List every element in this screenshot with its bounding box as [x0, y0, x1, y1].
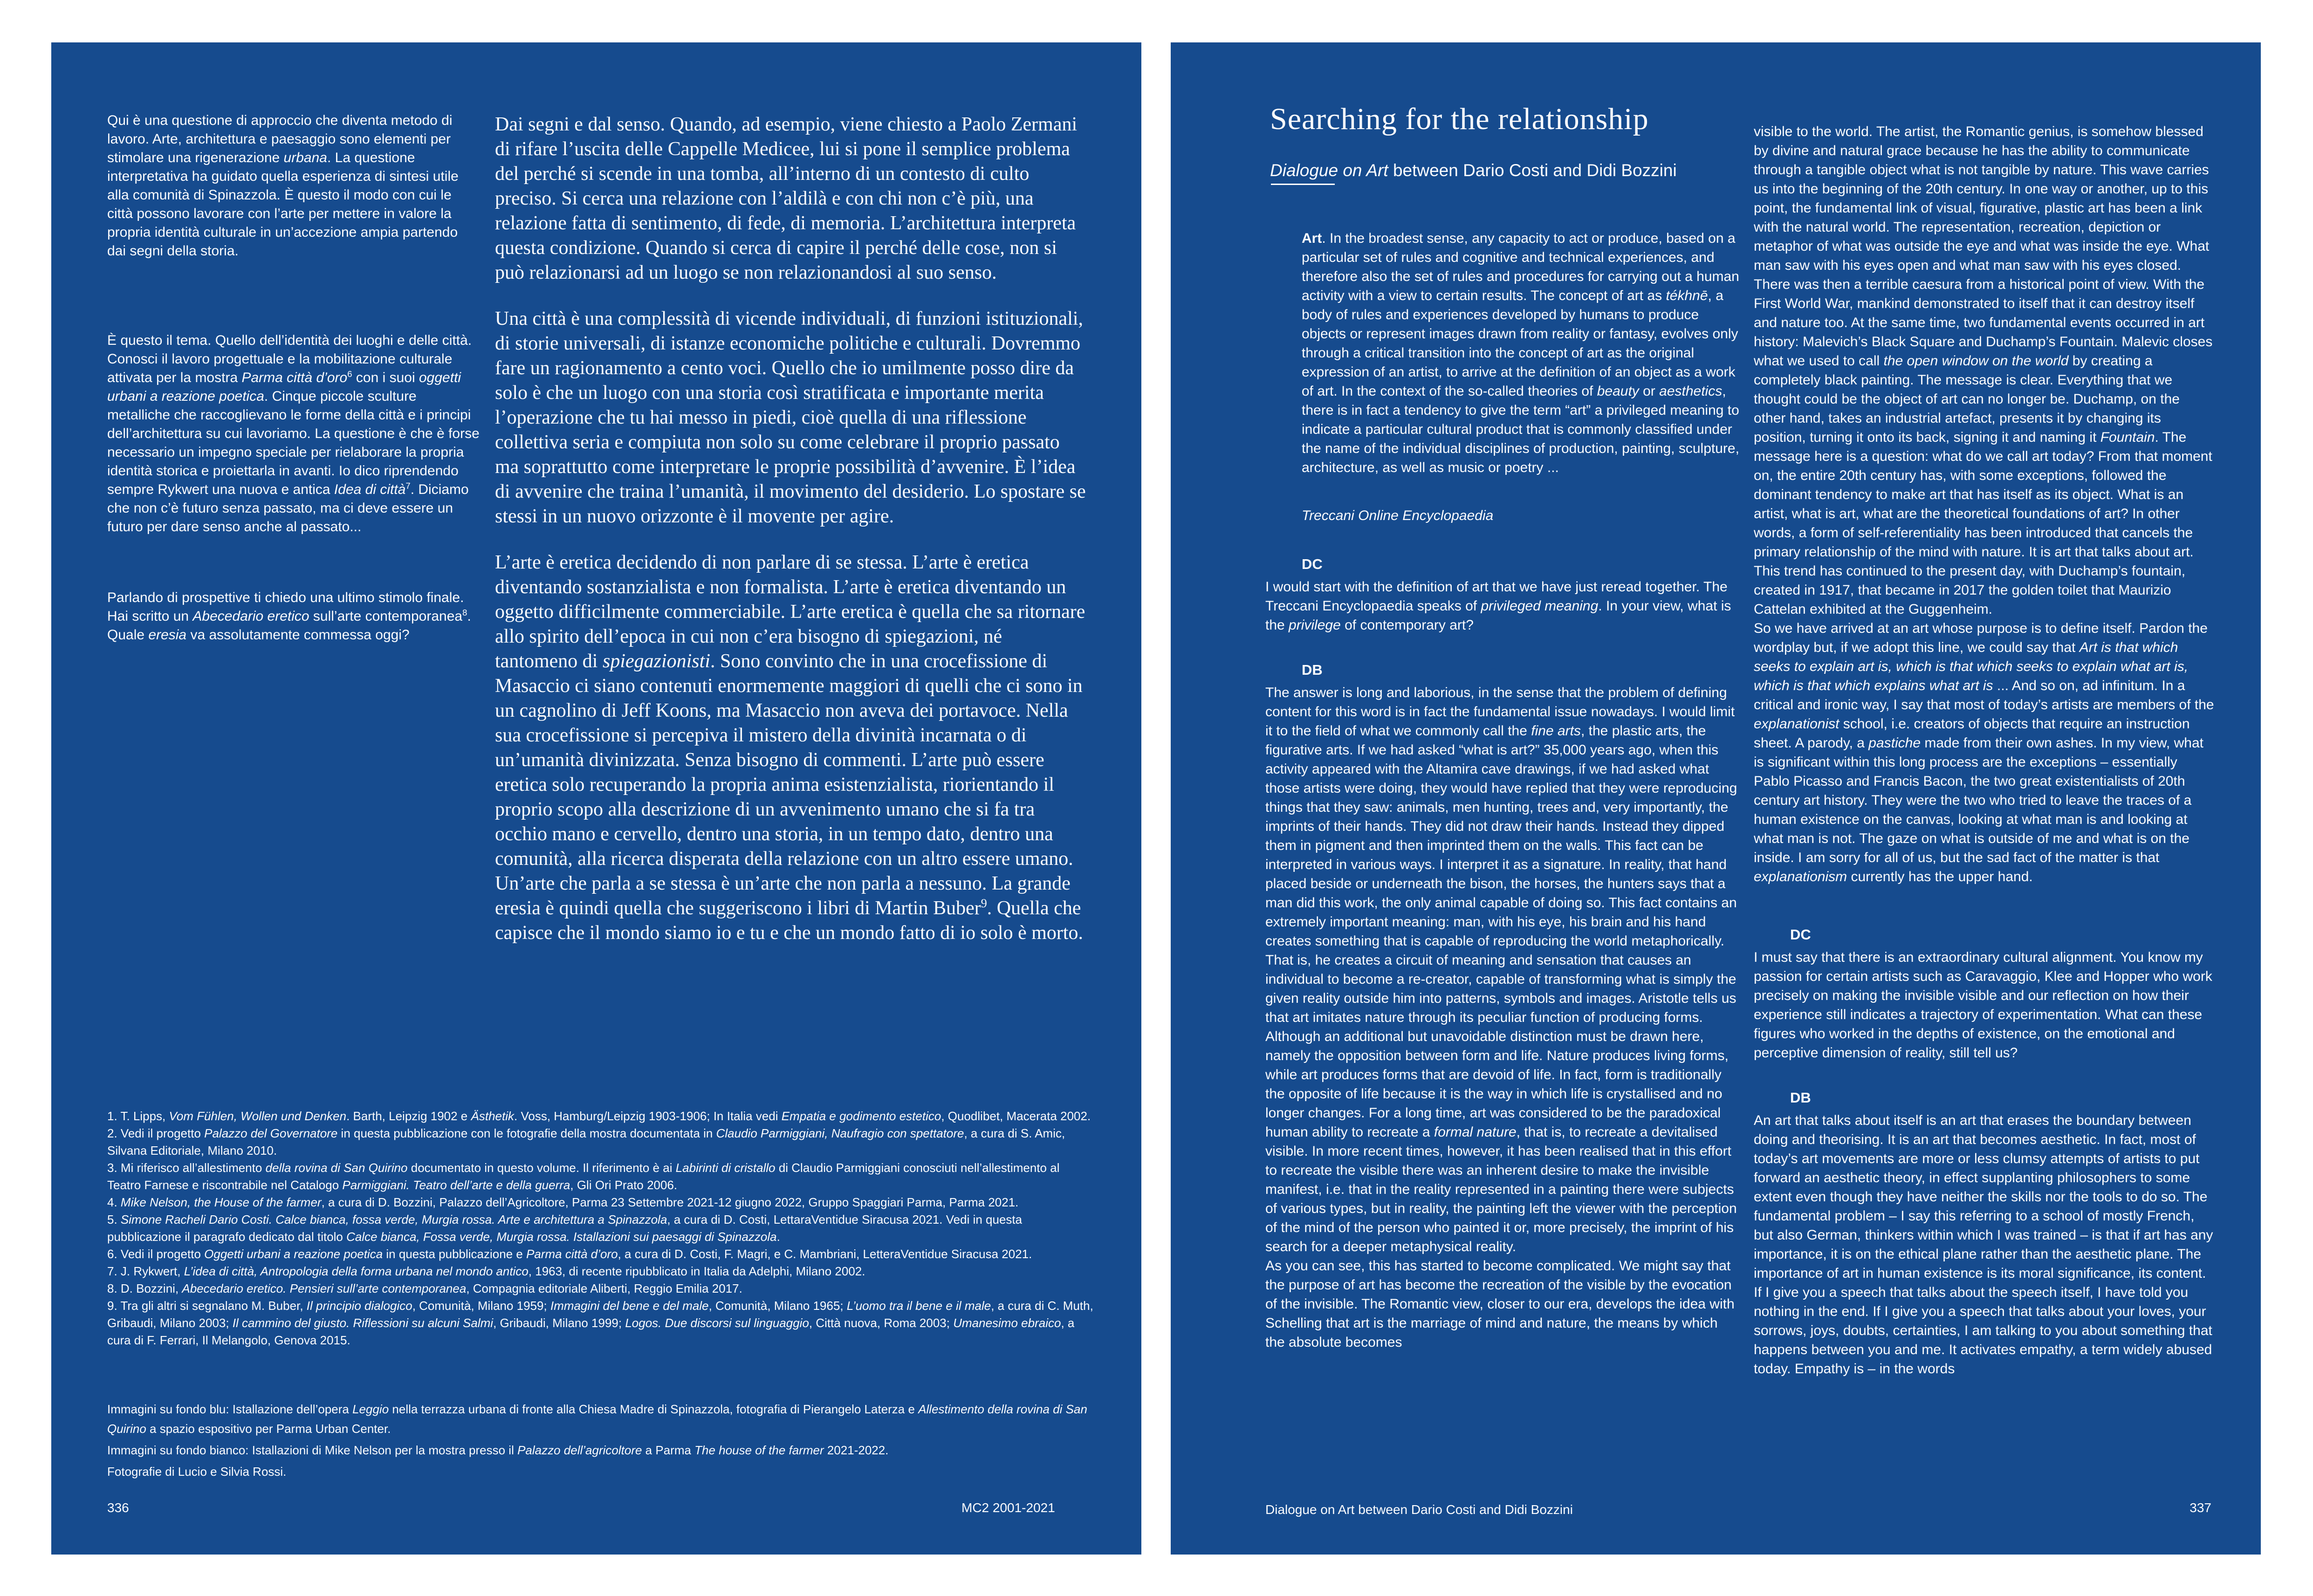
interviewer-questions-column: [107, 111, 480, 644]
quote-body-text: . In the broadest sense, any capacity to act or produce, based on a particular set of rules and cognitive and technical experiences, and therefore also the set of rules and procedures for carrying out a human activity with a view to certain results. The concept of art as tékhnē, a body of rules and experiences developed by humans to produce objects or represent images drawn from reality or fantasy, evolves only through a critical transition into the concept of art as the original expression of an artist, to arrive at the definition of an object as a work of art. In the context of the so-called theories of beauty or aesthetics, there is in fact a tendency to give the term “art” a privileged meaning to indicate a particular cultural product that is commonly classified under the name of the individual disciplines of production, painting, sculpture, architecture, as well as music or poetry ...: [1302, 231, 1739, 475]
footnote: 6. Vedi il progetto Oggetti urbani a reazione poetica in questa pubblicazione e Parma città d’oro, a cura di D. Costi, F. Magri, e C. Mambriani, LetteraVentidue Siracusa 2021.: [107, 1247, 1032, 1261]
footnotes-block: [107, 1108, 1095, 1349]
dialogue-paragraph: visible to the world. The artist, the Romantic genius, is somehow blessed by divine and natural grace because he has the ability to communicate through a tangible object what is not tangible by nature. This wave carries us into the beginning of the 20th century. In one way or another, up to this point, the fundamental link of visual, figurative, plastic art has been a link with the natural world. The representation, recreation, depiction or metaphor of what was outside the eye and what was inside the eye. What man saw with his eyes open and what man saw with his eyes closed. There was then a terrible caesura from a historical point of view. With the First World War, mankind demonstrated to itself that it can destroy itself and nature too. At the same time, two fundamental events occurred in art history: Malevich’s Black Square and Duchamp’s Fountain. Malevic closes what we used to call the open window on the world by creating a completely black painting. The message is clear. Everything that we thought could be the object of art can no longer be. Duchamp, on the other hand, takes an industrial artefact, presents it by changing its position, turning it onto its back, signing it and naming it Fountain. The message here is a question: what do we call art today? From that moment on, the entire 20th century has, with some exceptions, followed the dominant tendency to make art that has itself as its object. What is an artist, what is art, what are the theoretical foundations of art? In other words, a form of self-referentiality has been introduced that cancels the primary relationship of the mind with nature. It is art that talks about art. This trend has continued to the present day, with Duchamp’s fountain, created in 1917, that became in 2017 the golden toilet that Maurizio Cattelan exhibited at the Guggenheim.: [1754, 124, 2213, 617]
caption: Immagini su fondo blu: Istallazione dell’opera Leggio nella terrazza urbana di fronte alla Chiesa Madre di Spinazzola, fotografia di Pierangelo Laterza e Allestimento della rovina di San Quirino a spazio espositivo per Parma Urban Center.: [107, 1402, 1087, 1436]
dialogue-paragraph: So we have arrived at an art whose purpose is to define itself. Pardon the wordplay but, if we adopt this line, we could say that Art is that which seeks to explain art is, which is that which seeks to explain what art is, which is that which explains what art is ... And so on, ad infinitum. In a critical and ironic way, I say that most of today’s artists are members of the explanationist school, i.e. creators of objects that require an instruction sheet. A parody, a pastiche made from their own ashes. In my view, what is significant within this long process are the exceptions – essentially Pablo Picasso and Francis Bacon, the two great existentialists of 20th century art history. They were the two who tried to leave the traces of a human existence on the canvas, looking at what man is and looking at what man is not. The gaze on what is outside of me and what is on the inside. I am sorry for all of us, but the sad fact of the matter is that explanationism currently has the upper hand.: [1754, 621, 2214, 884]
dialogue-paragraph: As you can see, this has started to become complicated. We might say that the purpose of art has become the recreation of the visible by the evocation of the invisible. The Romantic view, closer to our era, develops the idea with Schelling that art is the marriage of mind and nature, the means by which the absolute becomes: [1265, 1258, 1735, 1350]
page-number-left: 336: [107, 1500, 129, 1515]
speaker-label-db: DB: [1302, 662, 1323, 678]
image-captions-block: [107, 1399, 1095, 1481]
quote-lead-word: Art: [1302, 231, 1322, 246]
answer-paragraph: Dai segni e dal senso. Quando, ad esempio, viene chiesto a Paolo Zermani di rifare l’uscita delle Cappelle Medicee, lui si pone il semplice problema del perché si scende in una tomba, all’interno di un contesto di culto preciso. Si cerca una relazione con l’aldilà e con chi non c’è più, una relazione fatta di sentimento, di fede, di memoria. L’architettura interpreta questa condizione. Quando si cerca di capire il perché delle cose, non si può relazionarsi ad un luogo se non relazionandosi al suo senso.: [495, 114, 1078, 283]
dialogue-paragraph: An art that talks about itself is an art that erases the boundary between doing and theorising. It is an art that becomes aesthetic. In fact, most of today’s art movements are more or less clumsy attempts of artists to put forward an aesthetic theory, in effect supplanting philosophers to some extent even though they have neither the skills nor the tools to do so. The fundamental problem – I say this referring to a school of mostly French, but also German, thinkers within which I was trained – is that if art has any importance, it is on the ethical plane rather than the aesthetic plane. The importance of art in human existence is its moral significance, its content. If I give you a speech that talks about the speech itself, I have told you nothing in the end. If I give you a speech that talks about your loves, your sorrows, joys, doubts, certainties, I am talking to you about something that happens between you and me. It activates empathy, a term widely abused today. Empathy is – in the words: [1754, 1113, 2213, 1377]
answer-paragraph: L’arte è eretica decidendo di non parlare di se stessa. L’arte è eretica diventando sostanzialista e non formalista. L’arte è eretica diventando un oggetto difficilmente commerciabile. L’arte eretica è quella che sa ritornare allo spirito dell’epoca in cui non c’era bisogno di spiegazioni, né tantomeno di spiegazionisti. Sono convinto che in una crocefissione di Masaccio ci siano contenuti enormemente maggiori di quelli che ci sono in un cagnolino di Jeff Koons, ma Masaccio non aveva dei portavoce. Nella sua crocefissione si percepiva il mistero della divinità incarnata o di un’umanità divinizzata. Senza bisogno di commenti. L’arte può essere eretica solo recuperando la propria anima esistenzialista, riorientando il proprio scopo alla descrizione di un avvenimento umano che si fa tra occhio mano e cervello, dentro una storia, in un tempo dato, dentro una comunità, alla ricerca disperata della relazione con un altro essere umano. Un’arte che parla a se stessa è un’arte che non parla a nessuno. La grande eresia è quindi quella che suggeriscono i libri di Martin Buber$^9$. Quella che capisce che il mondo siamo io e tu e che un mondo fatto di io solo è morto.: [495, 552, 1085, 944]
dialogue-column-1: [1265, 229, 1741, 1352]
page-right: [1171, 42, 2261, 1555]
speaker-label-db: DB: [1790, 1089, 1811, 1106]
answer-paragraph: Una città è una complessità di vicende individuali, di funzioni istituzionali, di storie universali, di istanze economiche politiche e culturali. Dovremmo fare un ragionamento a cento voci. Quello che io umilmente posso dire da solo è che un luogo con una storia così stratificata e importante merita l’operazione che tu hai messo in piedi, cioè quella di una riflessione collettiva seria e compiuta non solo su come celebrare il proprio passato ma soprattutto come interpretare le proprie possibilità d’avvenire. È l’idea di avvenire che traina l’umanità, il movimento del desiderio. Lo spostare se stessi in un nuovo orizzonte è il movente per agire.: [495, 308, 1086, 527]
interviewee-answers-column: [495, 112, 1087, 945]
article-subtitle: Dialogue on Art between Dario Costi and Didi Bozzini: [1270, 161, 1677, 180]
caption: Fotografie di Lucio e Silvia Rossi.: [107, 1465, 287, 1479]
page-left: [51, 42, 1141, 1555]
footnote: 1. T. Lipps, Vom Fühlen, Wollen und Denken. Barth, Leipzig 1902 e Ästhetik. Voss, Hamburg/Leipzig 1903-1906; In Italia vedi Empatia e godimento estetico, Quodlibet, Macerata 2002.: [107, 1109, 1091, 1123]
question-paragraph: È questo il tema. Quello dell’identità dei luoghi e delle città. Conosci il lavoro progettuale e la mobilitazione culturale attivata per la mostra Parma città d’oro$^6$ con i suoi oggetti urbani a reazione poetica. Cinque piccole sculture metalliche che raccoglievano le forme della città e i principi dell’architettura su cui lavoriamo. La questione è che è forse necessario un impegno speciale per rielaborare la propria identità storica e proiettarla in avanti. Io dico riprendendo sempre Rykwert una nuova e antica Idea di città$^7$. Diciamo che non c’è futuro senza passato, ma ci deve essere un futuro per dare senso anche al passato...: [107, 333, 480, 534]
page-number-right: 337: [2189, 1500, 2211, 1515]
book-footer-label: MC2 2001-2021: [961, 1500, 1055, 1515]
article-title: Searching for the relationship: [1270, 102, 1649, 136]
footnote: 5. Simone Racheli Dario Costi. Calce bianca, fossa verde, Murgia rossa. Arte e architettura a Spinazzola, a cura di D. Costi, LettaraVentidue Siracusa 2021. Vedi in questa pubblicazione il paragrafo dedicato dal titolo Calce bianca, Fossa verde, Murgia rossa. Istallazioni sui paesaggi di Spinazzola.: [107, 1212, 1023, 1244]
dialogue-paragraph: I would start with the definition of art that we have just reread together. The Treccani Encyclopaedia speaks of privileged meaning. In your view, what is the privilege of contemporary art?: [1265, 579, 1731, 633]
quote-paragraph: [1302, 229, 1740, 477]
speaker-label-dc: DC: [1302, 556, 1323, 572]
question-paragraph: Qui è una questione di approccio che diventa metodo di lavoro. Arte, architettura e paesaggio sono elementi per stimolare una rigenerazione urbana. La questione interpretativa ha guidato quella esperienza di sintesi utile alla comunità di Spinazzola. È questo il modo con cui le città possono lavorare con l’arte per mettere in valore la propria identità culturale in un’accezione ampia partendo dai segni della storia.: [107, 113, 459, 259]
dialogue-paragraph: I must say that there is an extraordinary cultural alignment. You know my passion for certain artists such as Caravaggio, Klee and Hopper who work precisely on making the invisible visible and our reflection on how their experience still indicates a trajectory of experimentation. What can these figures who worked in the depths of existence, on the emotional and perceptive dimension of reality, still tell us?: [1754, 950, 2212, 1061]
speaker-label-dc: DC: [1790, 926, 1811, 943]
running-footer: Dialogue on Art between Dario Costi and Didi Bozzini: [1265, 1502, 1573, 1517]
footnote: 7. J. Rykwert, L’idea di città, Antropologia della forma urbana nel mondo antico, 1963, di recente ripubblicato in Italia da Adelphi, Milano 2002.: [107, 1264, 865, 1278]
footnote: 8. D. Bozzini, Abecedario eretico. Pensieri sull’arte contemporanea, Compagnia editoriale Aliberti, Reggio Emilia 2017.: [107, 1281, 742, 1295]
dialogue-paragraph: The answer is long and laborious, in the sense that the problem of defining content for this word is in fact the fundamental issue nowadays. I would limit it to the field of what we commonly call the fine arts, the plastic arts, the figurative arts. If we had asked “what is art?” 35,000 years ago, when this activity appeared with the Altamira cave drawings, if we had asked what those artists were doing, they would have replied that they were reproducing things that they saw: animals, men hunting, trees and, very importantly, the imprints of their hands. They did not draw their hands. Instead they dipped them in pigment and then imprinted them on the walls. This fact can be interpreted in various ways. I interpret it as a signature. In reality, that hand placed beside or underneath the bison, the horses, the hunters says that a man did this work, the only animal capable of doing so. This fact contains an extremely important meaning: man, with his eye, his brain and his hand creates something that is capable of reproducing the world metaphorically. That is, he creates a circuit of meaning and sensation that causes an individual to become a re-creator, capable of transforming what is simply the given reality outside him into patterns, symbols and images. Aristotle tells us that art imitates nature through its peculiar function of producing forms. Although an additional but unavoidable distinction must be drawn here, namely the opposition between form and life. Nature produces living forms, while art produces forms that are devoid of life. In fact, form is traditionally the opposite of life because it is the way in which life is crystallised and no longer changes. For a long time, art was considered to be the paradoxical human ability to recreate a formal nature, that is, to recreate a devitalised visible. In more recent times, however, it has been realised that in this effort to recreate the visible there was an inherent desire to make the invisible manifest, i.e. that in the reality represented in a painting there were subjects of various types, but in reality, the painting left the viewer with the perception of the mind of the person who painted it or, more precisely, the imprint of his search for a deeper metaphysical reality.: [1265, 685, 1737, 1254]
footnote: 9. Tra gli altri si segnalano M. Buber, Il principio dialogico, Comunità, Milano 1959; Immagini del bene e del male, Comunità, Milano 1965; L’uomo tra il bene e il male, a cura di C. Muth, Gribaudi, Milano 2003; Il cammino del giusto. Riflessioni su alcuni Salmi, Gribaudi, Milano 1999; Logos. Due discorsi sul linguaggio, Città nuova, Roma 2003; Umanesimo ebraico, a cura di F. Ferrari, Il Melangolo, Genova 2015.: [107, 1299, 1093, 1347]
dialogue-column-2: [1754, 122, 2215, 1378]
question-paragraph: Parlando di prospettive ti chiedo una ultimo stimolo finale. Hai scritto un Abecedario eretico sull’arte contemporanea$^8$. Quale eresia va assolutamente commessa oggi?: [107, 590, 471, 643]
caption: Immagini su fondo bianco: Istallazioni di Mike Nelson per la mostra presso il Palazzo dell’agricoltore a Parma The house of the farmer 2021-2022.: [107, 1443, 889, 1457]
footnote: 3. Mi riferisco all’allestimento della rovina di San Quirino documentato in questo volume. Il riferimento è ai Labirinti di cristallo di Claudio Parmiggiani conosciuti nell’allestimento al Teatro Farnese e riscontrabile nel Catalogo Parmiggiani. Teatro dell’arte e della guerra, Gli Ori Prato 2006.: [107, 1161, 1060, 1192]
title-divider-rule: [1271, 184, 1335, 185]
quote-attribution: Treccani Online Encyclopaedia: [1302, 508, 1494, 523]
footnote: 4. Mike Nelson, the House of the farmer, a cura di D. Bozzini, Palazzo dell’Agricoltore, Parma 23 Settembre 2021-12 giugno 2022, Gruppo Spaggiari Parma, Parma 2021.: [107, 1195, 1019, 1209]
footnote: 2. Vedi il progetto Palazzo del Governatore in questa pubblicazione con le fotografie della mostra documentata in Claudio Parmiggiani, Naufragio con spettatore, a cura di S. Amic, Silvana Editoriale, Milano 2010.: [107, 1126, 1065, 1158]
encyclopaedia-quote: [1302, 229, 1740, 477]
